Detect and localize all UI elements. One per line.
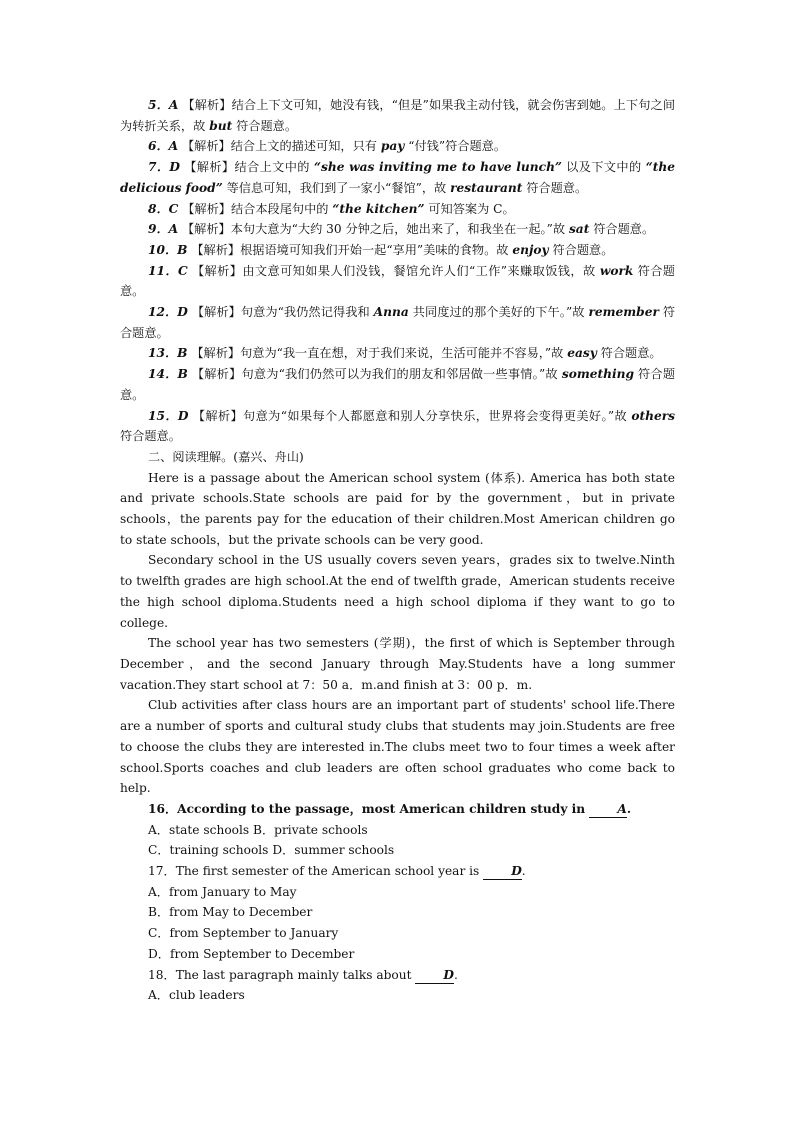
answer-14: 14．B 【解析】句意为“我们仍然可以为我们的朋友和邻居做一些事情。”故 something 符合题意。	[120, 367, 676, 402]
answer-6: 6．A 【解析】结合上文的描述可知，只有 pay “付钱”符合题意。	[148, 139, 507, 154]
answer-12: 12．D 【解析】句意为“我仍然记得我和 Anna 共同度过的那个美好的下午。”故 remember 符合题意。	[120, 305, 676, 340]
question-16-options-ab: A．state schools B．private schools	[148, 822, 368, 837]
answer-8: 8．C 【解析】结合本段尾句中的 “the kitchen” 可知答案为 C。	[148, 201, 515, 216]
passage-paragraph-2: Secondary school in the US usually covers seven years，grades six to twelve.Ninth to twelfth grades are high school.At the end of twelfth grade，American students receive the high school diploma.Students need a high school diploma if they want to go to college.	[120, 553, 675, 630]
answer-blank: D	[415, 967, 454, 984]
question-18-option-a: A．club leaders	[148, 988, 245, 1003]
question-17: 17．The first semester of the American school year is D.	[148, 864, 526, 879]
passage-paragraph-3: The school year has two semesters (学期)，the first of which is September through December，and the second January through May.Students have a long summer vacation.They start school at 7：50 a．m.and finish at 3：00 p．m.	[120, 636, 675, 692]
answer-9: 9．A 【解析】本句大意为“大约 30 分钟之后，她出来了，和我坐在一起。”故 sat 符合题意。	[148, 222, 655, 237]
passage-paragraph-1: Here is a passage about the American school system (体系). America has both state and private schools.State schools are paid for by the government，but in private schools，the parents pay for the education of their children.Most American children go to state schools，but the private schools can be very good.	[120, 470, 675, 547]
question-16-options-cd: C．training schools D．summer schools	[148, 843, 395, 858]
answer-5: 5．A 【解析】结合上下文可知，她没有钱，“但是”如果我主动付钱，就会伤害到她。上下句之间为转折关系，故 but 符合题意。	[120, 98, 676, 133]
answer-blank: A	[589, 801, 626, 818]
section-title: 二、阅读理解。(嘉兴、舟山)	[148, 449, 304, 464]
answer-7: 7．D 【解析】结合上文中的 “she was inviting me to have lunch” 以及下文中的 “the delicious food” 等信息可知，我们到了一家小“餐馆”，故 restaurant 符合题意。	[120, 160, 676, 195]
question-17-option-c: C．from September to January	[148, 926, 339, 941]
question-18: 18．The last paragraph mainly talks about D.	[148, 967, 458, 982]
answer-blank: D	[483, 863, 522, 880]
question-17-option-d: D．from September to December	[148, 946, 355, 961]
question-17-option-a: A．from January to May	[148, 884, 297, 899]
passage-paragraph-4: Club activities after class hours are an important part of students' school life.There are a number of sports and cultural study clubs that students may join.Students are free to choose the clubs they are interested in.The clubs meet two to four times a week after school.Sports coaches and club leaders are often school graduates who come back to help.	[120, 698, 675, 796]
question-16: 16．According to the passage，most American children study in A.	[148, 801, 632, 816]
answer-11: 11．C 【解析】由文意可知如果人们没钱，餐馆允许人们“工作”来赚取饭钱，故 work 符合题意。	[120, 263, 675, 299]
question-17-option-b: B．from May to December	[148, 905, 313, 920]
document-page	[120, 95, 675, 1006]
answer-10: 10．B 【解析】根据语境可知我们开始一起“享用”美味的食物。故 enjoy 符合题意。	[148, 242, 614, 257]
answer-13: 13．B 【解析】句意为“我一直在想，对于我们来说，生活可能并不容易，”故 easy 符合题意。	[148, 346, 662, 361]
answer-15: 15．D 【解析】句意为“如果每个人都愿意和别人分享快乐，世界将会变得更美好。”故 others 符合题意。	[120, 408, 676, 444]
